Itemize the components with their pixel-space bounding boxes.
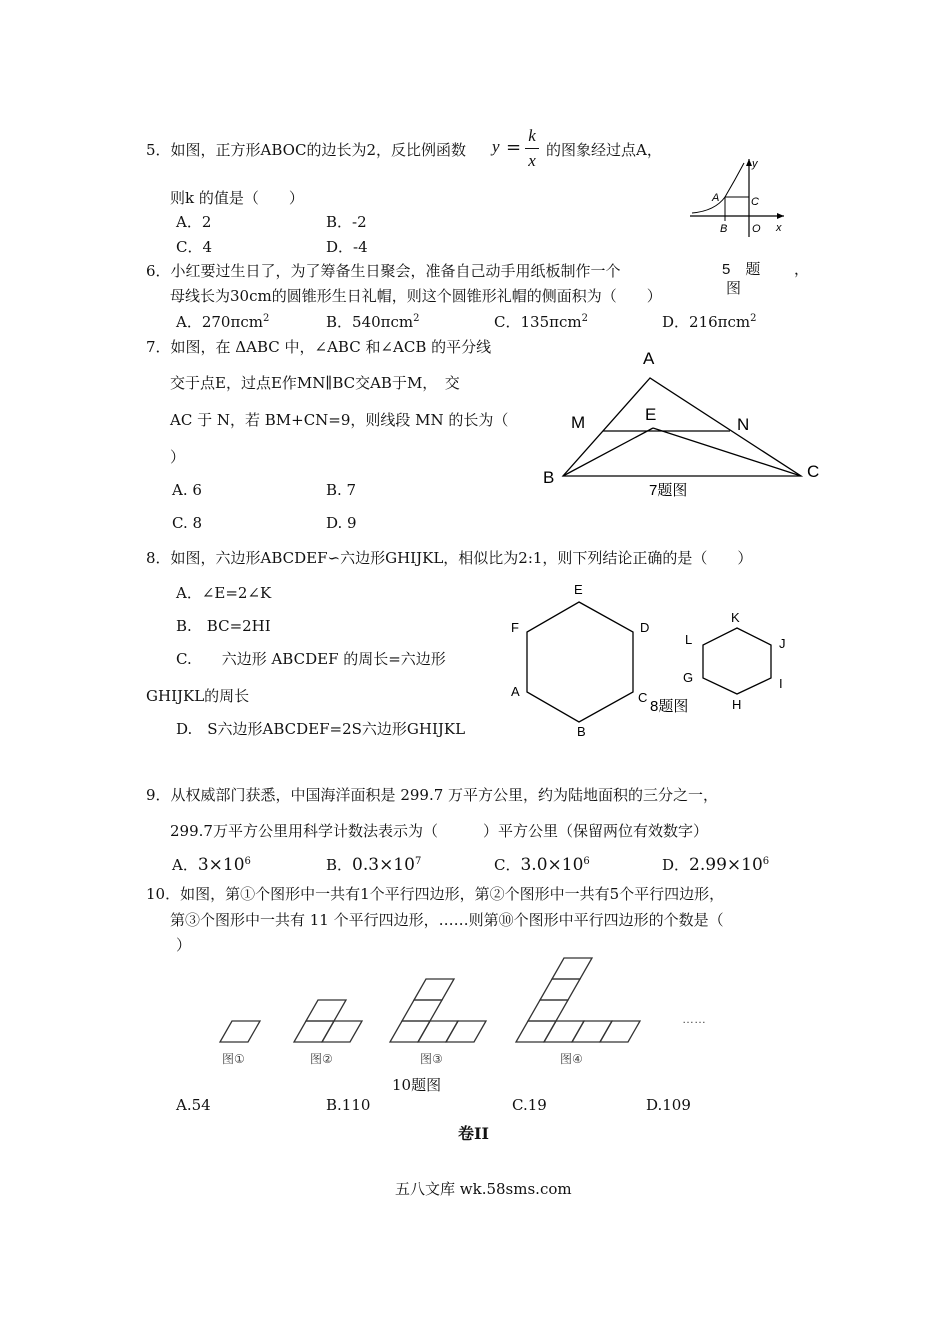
q9-line1: 9．从权威部门获悉，中国海洋面积是 299.7 万平方公里，约为陆地面积的三分之一， [146, 786, 719, 804]
q9-option-d-base: 2.99×10 [689, 855, 763, 875]
q6-option-d-sup: 2 [750, 313, 757, 324]
q8-line1: 8．如图，六边形ABCDEF∽六边形GHIJKL，相似比为2:1，则下列结论正确的是（ ） [146, 549, 753, 567]
q10-option-b: B.110 [326, 1096, 371, 1114]
q8-label-h: H [732, 697, 742, 712]
q7-label-b: B [543, 468, 555, 487]
q7-label-n: N [737, 415, 750, 434]
q10-fig4-label: 图④ [560, 1052, 583, 1066]
q5-caption-a: 5 题 [722, 261, 761, 278]
q8-caption: 8题图 [650, 698, 689, 715]
q9-option-c-base: 3.0×10 [520, 855, 584, 875]
q8-label-b: B [577, 724, 586, 739]
q10-fig4-cell [600, 1021, 640, 1042]
q8-label-k: K [731, 610, 740, 625]
q5-label-o: O [752, 223, 761, 235]
q6-comma: ， [794, 260, 810, 278]
q10-option-c: C.19 [512, 1096, 547, 1114]
q5-caption-b: 图 [726, 280, 742, 297]
q7-option-b: B. 7 [326, 481, 357, 499]
q6-option-a [176, 311, 269, 332]
q7-line1: 7．如图，在 ΔABC 中，∠ABC 和∠ACB 的平分线 [146, 338, 492, 356]
q6-option-a-sup: 2 [262, 313, 270, 324]
q7-label-c: C [807, 462, 820, 481]
q8-option-c-line1: C. 六边形 ABCDEF 的周长=六边形 [176, 650, 446, 668]
q9-option-a-exp: 6 [244, 856, 251, 867]
q9-option-d-label: D． [662, 856, 690, 874]
q9-option-c [494, 854, 590, 875]
q10-fig3-cell [414, 979, 454, 1000]
q5-formula-den: x [528, 151, 536, 170]
q5-label-a: A [712, 192, 720, 204]
q9-option-c-exp: 6 [583, 856, 590, 867]
q9-option-d [662, 854, 769, 875]
q10-fig4-cell [528, 1000, 568, 1021]
q9-option-a [172, 854, 251, 875]
q10-ellipsis: …… [682, 1012, 706, 1026]
q8-option-b: B. BC=2HI [176, 617, 271, 635]
q10-figure [210, 955, 720, 1075]
q9-option-b-label: B． [326, 856, 353, 874]
q8-option-d: D. S六边形ABCDEF=2S六边形GHIJKL [176, 720, 466, 738]
q8-label-f: F [511, 620, 519, 635]
q5-line1-b: 的图象经过点A， [546, 141, 662, 159]
q6-option-d-text: D．216πcm [662, 313, 751, 331]
footer-watermark: 五八文库 wk.58sms.com [395, 1180, 572, 1198]
q8-label-g: G [683, 670, 694, 685]
q9-option-b-base: 0.3×10 [352, 855, 415, 875]
q8-label-i: I [779, 676, 783, 691]
q7-label-a: A [643, 349, 655, 368]
q8-option-a: A．∠E=2∠K [176, 584, 272, 602]
q10-fig3-cell [446, 1021, 486, 1042]
q7-line4: ） [170, 448, 186, 466]
q6-option-a-text: A．270πcm [176, 313, 263, 331]
q5-label-c: C [751, 196, 759, 208]
q5-fraction-bar [525, 148, 539, 149]
q5-option-a: A．2 [176, 213, 212, 231]
q7-line2: 交于点E，过点E作MN∥BC交AB于M， 交 [170, 374, 460, 392]
q6-line2: 母线长为30cm的圆锥形生日礼帽，则这个圆锥形礼帽的侧面积为（ ） [170, 287, 662, 305]
q7-caption: 7题图 [649, 482, 688, 499]
q7-option-d: D. 9 [326, 514, 357, 532]
q10-caption: 10题图 [392, 1076, 442, 1094]
q9-option-a-label: A． [172, 856, 198, 874]
q5-figure [680, 155, 800, 240]
q5-label-y: y [752, 158, 758, 170]
q5-line2: 则k 的值是（ ） [170, 189, 304, 207]
q5-option-b: B．-2 [326, 213, 367, 231]
q5-formula-eq: = [506, 137, 522, 158]
q7-figure [535, 340, 825, 505]
q9-line2: 299.7万平方公里用科学计数法表示为（ ）平方公里（保留两位有效数字） [170, 822, 708, 840]
q9-option-d-exp: 6 [762, 856, 770, 867]
q6-line1: 6．小红要过生日了，为了筹备生日聚会，准备自己动手用纸板制作一个 [146, 262, 621, 280]
q5-label-b: B [720, 223, 728, 235]
q10-fig3-cell [402, 1000, 442, 1021]
q8-label-e: E [574, 582, 583, 597]
q10-line2: 第③个图形中一共有 11 个平行四边形，……则第⑩个图形中平行四边形的个数是（ [170, 911, 724, 929]
q6-option-c [494, 311, 588, 332]
q8-label-c: C [638, 690, 648, 705]
q7-label-e: E [645, 405, 657, 424]
q5-option-c: C．4 [176, 238, 213, 256]
q6-option-d [662, 311, 757, 332]
q5-formula-num: k [528, 126, 536, 145]
q5-label-x: x [776, 222, 782, 234]
q8-label-a: A [511, 684, 520, 699]
q6-option-c-sup: 2 [581, 313, 588, 324]
q10-line3: ） [176, 936, 192, 954]
q6-option-b [326, 311, 420, 332]
q9-option-b [326, 854, 421, 875]
q6-option-b-sup: 2 [413, 313, 420, 324]
q10-fig2-cell [306, 1000, 346, 1021]
q5-option-d: D．-4 [326, 238, 368, 256]
q8-label-d: D [640, 620, 650, 635]
q7-option-a: A. 6 [172, 481, 202, 499]
q10-fig3-label: 图③ [420, 1052, 443, 1066]
q8-figure [505, 578, 805, 743]
q6-option-c-text: C．135πcm [494, 313, 582, 331]
q10-option-d: D.109 [646, 1096, 691, 1114]
q9-option-b-exp: 7 [414, 856, 422, 867]
q7-label-m: M [571, 413, 586, 432]
q10-line1: 10．如图，第①个图形中一共有1个平行四边形，第②个图形中一共有5个平行四边形， [146, 885, 725, 903]
q5-line1-a: 5．如图，正方形ABOC的边长为2，反比例函数 [146, 141, 466, 159]
q10-fig2-label: 图② [310, 1052, 333, 1066]
q10-fig1-cell [220, 1021, 260, 1042]
q9-option-a-base: 3×10 [197, 855, 245, 875]
q10-option-a: A.54 [176, 1096, 211, 1114]
q6-option-b-text: B．540πcm [326, 313, 414, 331]
q8-label-j: J [779, 636, 786, 651]
q8-label-l: L [685, 632, 693, 647]
q10-fig2-cell [322, 1021, 362, 1042]
q9-option-c-label: C． [494, 856, 521, 874]
q10-fig1-label: 图① [222, 1052, 245, 1066]
q8-option-c-line2: GHIJKL的周长 [146, 687, 250, 705]
section-title: 卷II [458, 1124, 489, 1143]
q7-line3: AC 于 N，若 BM+CN=9，则线段 MN 的长为（ [170, 411, 509, 429]
q5-formula-y: y [492, 137, 500, 156]
q10-fig4-cell [540, 979, 580, 1000]
q7-option-c: C. 8 [172, 514, 203, 532]
q10-fig4-cell [552, 958, 592, 979]
